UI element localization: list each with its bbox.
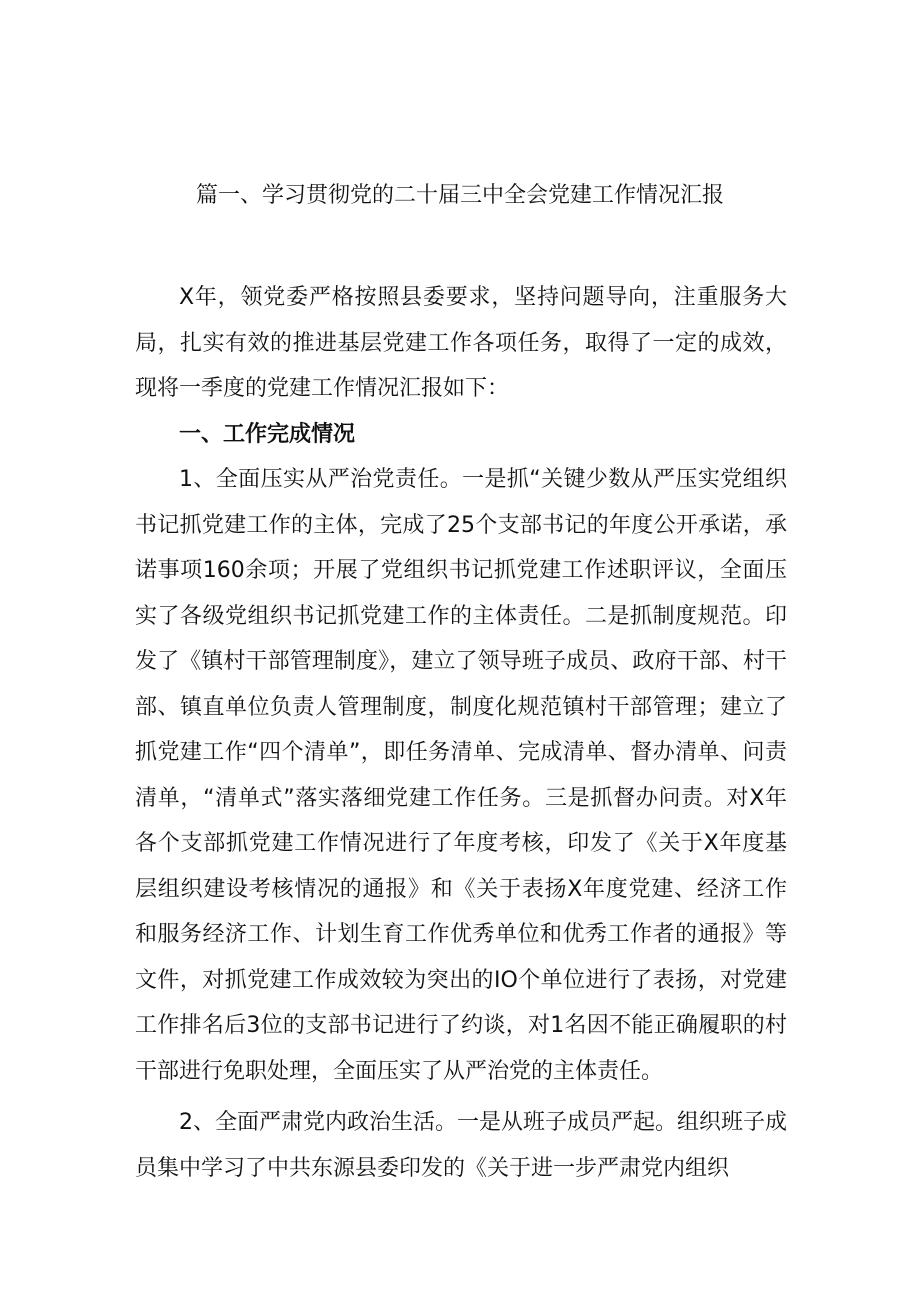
document-title: 篇一、学习贯彻党的二十届三中全会党建工作情况汇报 (195, 183, 724, 208)
body-paragraph-1: 1、全面压实从严治党责任。一是抓“关键少数从严压实党组织书记抓党建工作的主体，完成了25个支部书记的年度公开承诺，承诺事项160余项；开展了党组织书记抓党建工作述职评议，全面压实了各级党组织书记抓党建工作的主体责任。二是抓制度规范。印发了《镇村干部管理制度》，建立了领导班子成员、政府干部、村干部、镇直单位负责人管理制度，制度化规范镇村干部管理；建立了抓党建工作“四个清单”，即任务清单、完成清单、督办清单、问责清单，“清单式”落实落细党建工作任务。三是抓督办问责。对X年各个支部抓党建工作情况进行了年度考核，印发了《关于X年度基层组织建设考核情况的通报》和《关于表扬X年度党建、经济工作和服务经济工作、计划生育工作优秀单位和优秀工作者的通报》等文件，对抓党建工作成效较为突出的IO个单位进行了表扬，对党建工作排名后3位的支部书记进行了约谈，对1名因不能正确履职的村干部进行免职处理，全面压实了从严治党的主体责任。 (135, 467, 787, 1084)
document-body (135, 275, 787, 1191)
section-heading: 一、工作完成情况 (179, 421, 356, 447)
body-paragraph-2: 2、全面严肃党内政治生活。一是从班子成员严起。组织班子成员集中学习了中共东源县委印发的《关于进一步严肃党内组织 (135, 1110, 787, 1181)
intro-paragraph: X年，领党委严格按照县委要求，坚持问题导向，注重服务大局，扎实有效的推进基层党建工作各项任务，取得了一定的成效，现将一季度的党建工作情况汇报如下： (135, 285, 787, 401)
